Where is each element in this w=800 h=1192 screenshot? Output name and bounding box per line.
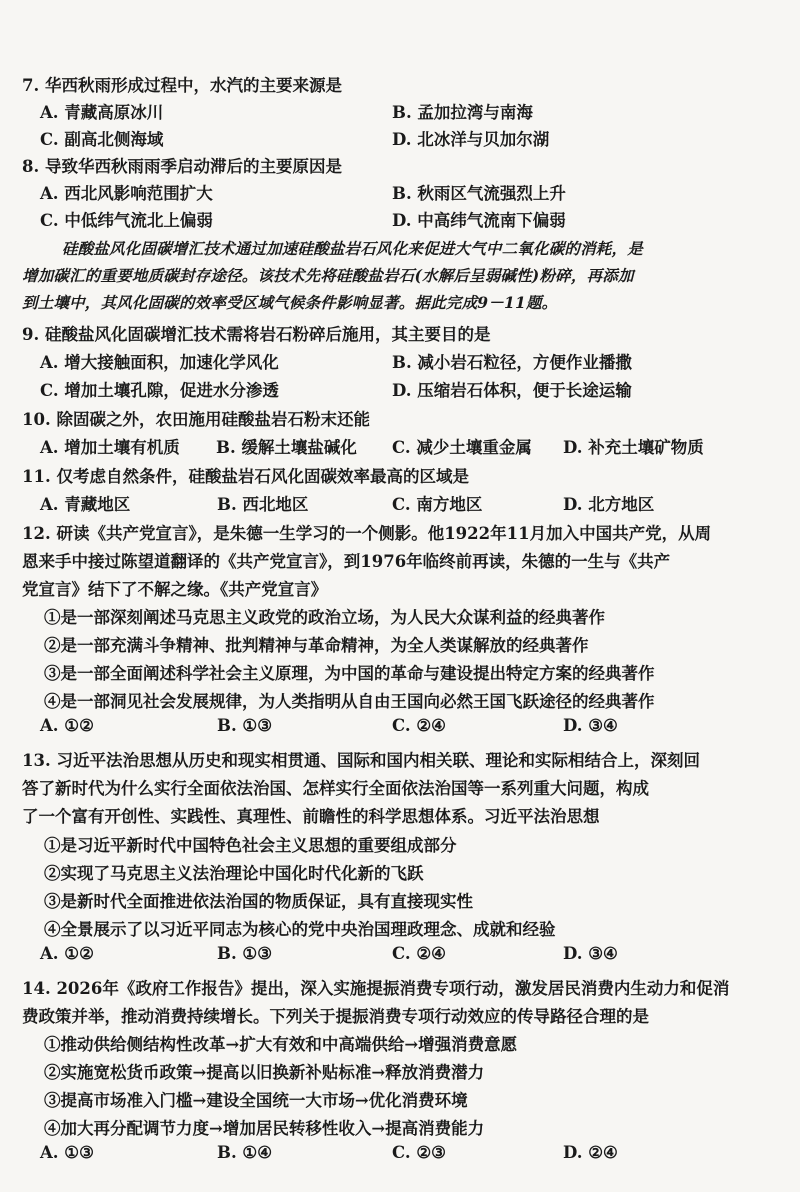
passage-line-3: 到土壤中，其风化固碳的效率受区域气候条件影响显著。据此完成9－11题。 (22, 293, 558, 312)
question-12-stem-line-3: 党宣言》结下了不解之缘。《共产党宣言》 (22, 580, 328, 599)
question-8-option-d: D. 中高纬气流南下偏弱 (392, 211, 566, 230)
question-12-option-d: D. ③④ (563, 716, 618, 735)
question-12-option-b: B. ①③ (217, 716, 273, 735)
question-12-option-a: A. ①② (40, 716, 94, 735)
question-14-stem-line-1: 14. 2026年《政府工作报告》提出，深入实施提振消费专项行动，激发居民消费内生动力和促消 (22, 979, 730, 998)
question-13-stem-line-1: 13. 习近平法治思想从历史和现实相贯通、国际和国内相关联、理论和实际相结合上，深刻回 (22, 751, 700, 770)
question-11-option-d: D. 北方地区 (563, 495, 655, 514)
question-12-stem-line-2: 恩来手中接过陈望道翻译的《共产党宣言》，到1976年临终前再读，朱德的一生与《共产 (22, 552, 671, 571)
question-10-option-c: C. 减少土壤重金属 (392, 438, 532, 457)
question-7-option-a: A. 青藏高原冰川 (40, 103, 164, 122)
question-9-stem: 9. 硅酸盐风化固碳增汇技术需将岩石粉碎后施用，其主要目的是 (22, 325, 491, 344)
question-12-stem-line-1: 12. 研读《共产党宣言》，是朱德一生学习的一个侧影。他1922年11月加入中国共产党，从周 (22, 524, 712, 543)
question-11-option-b: B. 西北地区 (217, 495, 309, 514)
passage-line-2: 增加碳汇的重要地质碳封存途径。该技术先将硅酸盐岩石(水解后呈弱碱性)粉碎，再添加 (22, 266, 634, 285)
question-7-stem: 7. 华西秋雨形成过程中，水汽的主要来源是 (22, 76, 342, 95)
question-7-option-d: D. 北冰洋与贝加尔湖 (392, 130, 550, 149)
question-8-option-c: C. 中低纬气流北上偏弱 (40, 211, 213, 230)
question-13-option-b: B. ①③ (217, 944, 273, 963)
question-10-option-a: A. 增加土壤有机质 (40, 438, 180, 457)
question-14-item-2: ②实施宽松货币政策→提高以旧换新补贴标准→释放消费潜力 (44, 1063, 485, 1082)
question-10-option-b: B. 缓解土壤盐碱化 (216, 438, 357, 457)
question-8-option-a: A. 西北风影响范围扩大 (40, 184, 213, 203)
question-14-item-3: ③提高市场准入门槛→建设全国统一大市场→优化消费环境 (44, 1091, 468, 1110)
question-14-stem-line-2: 费政策并举，推动消费持续增长。下列关于提振消费专项行动效应的传导路径合理的是 (22, 1007, 649, 1026)
question-9-option-a: A. 增大接触面积，加速化学风化 (40, 353, 279, 372)
passage-line-1: 硅酸盐风化固碳增汇技术通过加速硅酸盐岩石风化来促进大气中二氧化碳的消耗，是 (62, 239, 643, 258)
question-13-item-4: ④全景展示了以习近平同志为核心的党中央治国理政理念、成就和经验 (44, 920, 556, 939)
question-13-item-1: ①是习近平新时代中国特色社会主义思想的重要组成部分 (44, 836, 457, 855)
question-12-item-2: ②是一部充满斗争精神、批判精神与革命精神，为全人类谋解放的经典著作 (44, 636, 589, 655)
question-11-option-a: A. 青藏地区 (40, 495, 131, 514)
question-13-option-d: D. ③④ (563, 944, 618, 963)
question-7-option-b: B. 孟加拉湾与南海 (392, 103, 533, 122)
question-14-option-b: B. ①④ (217, 1143, 273, 1162)
question-7-option-c: C. 副高北侧海域 (40, 130, 164, 149)
question-14-option-c: C. ②③ (392, 1143, 446, 1162)
question-8-stem: 8. 导致华西秋雨雨季启动滞后的主要原因是 (22, 157, 342, 176)
question-13-stem-line-2: 答了新时代为什么实行全面依法治国、怎样实行全面依法治国等一系列重大问题，构成 (22, 779, 649, 798)
question-13-stem-line-3: 了一个富有开创性、实践性、真理性、前瞻性的科学思想体系。习近平法治思想 (22, 807, 600, 826)
question-12-item-3: ③是一部全面阐述科学社会主义原理，为中国的革命与建设提出特定方案的经典著作 (44, 664, 655, 683)
question-14-item-1: ①推动供给侧结构性改革→扩大有效和中高端供给→增强消费意愿 (44, 1035, 518, 1054)
question-13-option-a: A. ①② (40, 944, 94, 963)
question-12-option-c: C. ②④ (392, 716, 446, 735)
question-12-item-1: ①是一部深刻阐述马克思主义政党的政治立场，为人民大众谋利益的经典著作 (44, 608, 605, 627)
question-13-item-3: ③是新时代全面推进依法治国的物质保证，具有直接现实性 (44, 892, 473, 911)
question-14-option-a: A. ①③ (40, 1143, 94, 1162)
question-13-item-2: ②实现了马克思主义法治理论中国化时代化新的飞跃 (44, 864, 424, 883)
question-9-option-b: B. 减小岩石粒径，方便作业播撒 (392, 353, 632, 372)
question-8-option-b: B. 秋雨区气流强烈上升 (392, 184, 566, 203)
question-10-option-d: D. 补充土壤矿物质 (563, 438, 704, 457)
question-9-option-d: D. 压缩岩石体积，便于长途运输 (392, 381, 632, 400)
question-14-item-4: ④加大再分配调节力度→增加居民转移性收入→提高消费能力 (44, 1119, 485, 1138)
question-12-item-4: ④是一部洞见社会发展规律，为人类指明从自由王国向必然王国飞跃途径的经典著作 (44, 692, 655, 711)
question-10-stem: 10. 除固碳之外，农田施用硅酸盐岩石粉末还能 (22, 410, 370, 429)
question-11-stem: 11. 仅考虑自然条件，硅酸盐岩石风化固碳效率最高的区域是 (22, 467, 469, 486)
question-9-option-c: C. 增加土壤孔隙，促进水分渗透 (40, 381, 279, 400)
question-14-option-d: D. ②④ (563, 1143, 618, 1162)
question-13-option-c: C. ②④ (392, 944, 446, 963)
question-11-option-c: C. 南方地区 (392, 495, 483, 514)
